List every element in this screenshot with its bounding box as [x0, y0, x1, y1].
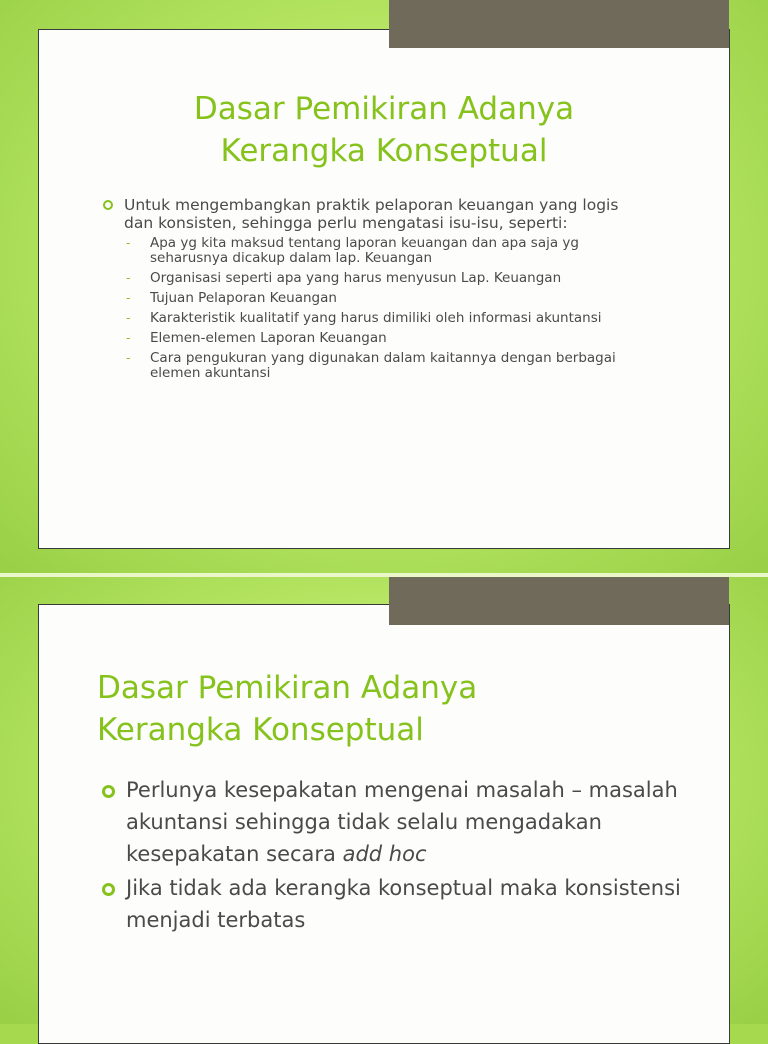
- slide-1-title: [60, 88, 708, 172]
- slide-2-bullet1-italic: add hoc: [342, 842, 427, 866]
- list-item: [100, 196, 640, 381]
- slide-1-sub-list: [100, 236, 640, 381]
- dash-icon: -: [126, 291, 131, 305]
- slide-1-title-line2: Kerangka Konseptual: [220, 133, 548, 169]
- slide-2-title-line2: Kerangka Konseptual: [97, 712, 424, 748]
- list-item: [100, 774, 690, 870]
- ring-bullet-icon: [102, 883, 115, 896]
- dash-icon: -: [126, 311, 131, 325]
- slide-1-bullet-text: Untuk mengembangkan praktik pelaporan keuangan yang logis dan konsisten, sehingga perlu mengatasi isu-isu, seperti:: [124, 196, 619, 232]
- dash-icon: -: [126, 271, 131, 285]
- sub-item-text: Organisasi seperti apa yang harus menyusun Lap. Keuangan: [150, 270, 562, 286]
- slide-1-header-tab: [389, 0, 729, 48]
- slide-2-header-tab: [389, 577, 729, 625]
- list-item: [124, 331, 640, 346]
- sub-item-text: Apa yg kita maksud tentang laporan keuangan dan apa saja yg seharusnya dicakup dalam lap. Keuangan: [150, 235, 579, 266]
- slide-1-title-line1: Dasar Pemikiran Adanya: [193, 91, 575, 127]
- sub-item-text: Cara pengukuran yang digunakan dalam kaitannya dengan berbagai elemen akuntansi: [150, 350, 616, 381]
- sub-item-text: Elemen-elemen Laporan Keuangan: [150, 330, 387, 346]
- dash-icon: -: [126, 351, 131, 365]
- list-item: [124, 236, 640, 266]
- ring-bullet-icon: [103, 200, 113, 210]
- slide-2-title-line1: Dasar Pemikiran Adanya: [97, 670, 478, 706]
- slide-2-bullet1-text: Perlunya kesepakatan mengenai masalah – masalah akuntansi sehingga tidak selalu mengadakan kesepakatan secara: [126, 778, 678, 866]
- sub-item-text: Karakteristik kualitatif yang harus dimiliki oleh informasi akuntansi: [150, 310, 602, 326]
- list-item: [100, 872, 690, 936]
- slide-1-bullet-list: [100, 196, 640, 386]
- slide-2-bullet-list: [100, 774, 690, 938]
- slide-2-title: [97, 667, 717, 751]
- list-item: [124, 271, 640, 286]
- list-item: [124, 351, 640, 381]
- dash-icon: -: [126, 331, 131, 345]
- sub-item-text: Tujuan Pelaporan Keuangan: [150, 290, 337, 306]
- dash-icon: -: [126, 236, 131, 250]
- list-item: [124, 291, 640, 306]
- ring-bullet-icon: [102, 785, 115, 798]
- slide-2-bullet2-text: Jika tidak ada kerangka konseptual maka konsistensi menjadi terbatas: [126, 876, 681, 932]
- list-item: [124, 311, 640, 326]
